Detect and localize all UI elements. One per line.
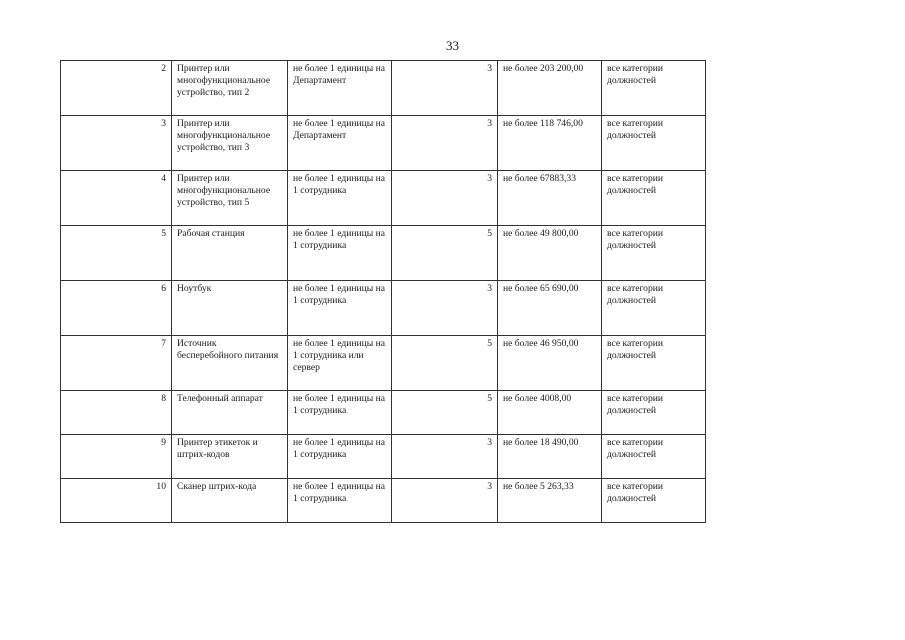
equipment-name: Источник бесперебойного питания — [172, 336, 288, 391]
service-life: 3 — [392, 435, 498, 479]
price-limit: не более 67883,33 — [498, 171, 602, 226]
price-limit: не более 46 950,00 — [498, 336, 602, 391]
row-number: 10 — [61, 479, 172, 523]
service-life: 5 — [392, 336, 498, 391]
equipment-name: Ноутбук — [172, 281, 288, 336]
row-number: 5 — [61, 226, 172, 281]
table-row — [61, 391, 706, 435]
row-number: 4 — [61, 171, 172, 226]
service-life: 3 — [392, 281, 498, 336]
service-life: 3 — [392, 479, 498, 523]
row-number: 2 — [61, 61, 172, 116]
equipment-name: Принтер или многофункциональное устройство, тип 5 — [172, 171, 288, 226]
quantity-norm: не более 1 единицы на 1 сотрудника или сервер — [288, 336, 392, 391]
quantity-norm: не более 1 единицы на 1 сотрудника — [288, 435, 392, 479]
equipment-name: Принтер или многофункциональное устройство, тип 2 — [172, 61, 288, 116]
position-category: все категории должностей — [602, 336, 706, 391]
equipment-name: Сканер штрих-кода — [172, 479, 288, 523]
position-category: все категории должностей — [602, 479, 706, 523]
position-category: все категории должностей — [602, 171, 706, 226]
table-row — [61, 435, 706, 479]
equipment-name: Телефонный аппарат — [172, 391, 288, 435]
position-category: все категории должностей — [602, 61, 706, 116]
price-limit: не более 18 490,00 — [498, 435, 602, 479]
price-limit: не более 65 690,00 — [498, 281, 602, 336]
price-limit: не более 4008,00 — [498, 391, 602, 435]
equipment-name: Рабочая станция — [172, 226, 288, 281]
quantity-norm: не более 1 единицы на 1 сотрудника — [288, 479, 392, 523]
position-category: все категории должностей — [602, 116, 706, 171]
table-row — [61, 336, 706, 391]
equipment-norms-table — [60, 60, 706, 523]
row-number: 8 — [61, 391, 172, 435]
quantity-norm: не более 1 единицы на 1 сотрудника — [288, 226, 392, 281]
service-life: 3 — [392, 116, 498, 171]
equipment-name: Принтер этикеток и штрих-кодов — [172, 435, 288, 479]
table-row — [61, 226, 706, 281]
price-limit: не более 203 200,00 — [498, 61, 602, 116]
position-category: все категории должностей — [602, 281, 706, 336]
row-number: 3 — [61, 116, 172, 171]
service-life: 5 — [392, 391, 498, 435]
quantity-norm: не более 1 единицы на Департамент — [288, 61, 392, 116]
row-number: 7 — [61, 336, 172, 391]
service-life: 3 — [392, 171, 498, 226]
row-number: 9 — [61, 435, 172, 479]
table-row — [61, 281, 706, 336]
row-number: 6 — [61, 281, 172, 336]
quantity-norm: не более 1 единицы на 1 сотрудника — [288, 171, 392, 226]
table-row — [61, 479, 706, 523]
price-limit: не более 5 263,33 — [498, 479, 602, 523]
price-limit: не более 118 746,00 — [498, 116, 602, 171]
quantity-norm: не более 1 единицы на 1 сотрудника — [288, 281, 392, 336]
service-life: 3 — [392, 61, 498, 116]
position-category: все категории должностей — [602, 435, 706, 479]
page-number: 33 — [446, 38, 459, 53]
table-row — [61, 116, 706, 171]
position-category: все категории должностей — [602, 391, 706, 435]
quantity-norm: не более 1 единицы на 1 сотрудника — [288, 391, 392, 435]
service-life: 5 — [392, 226, 498, 281]
price-limit: не более 49 800,00 — [498, 226, 602, 281]
position-category: все категории должностей — [602, 226, 706, 281]
equipment-name: Принтер или многофункциональное устройство, тип 3 — [172, 116, 288, 171]
table-row — [61, 171, 706, 226]
table-row — [61, 61, 706, 116]
quantity-norm: не более 1 единицы на Департамент — [288, 116, 392, 171]
